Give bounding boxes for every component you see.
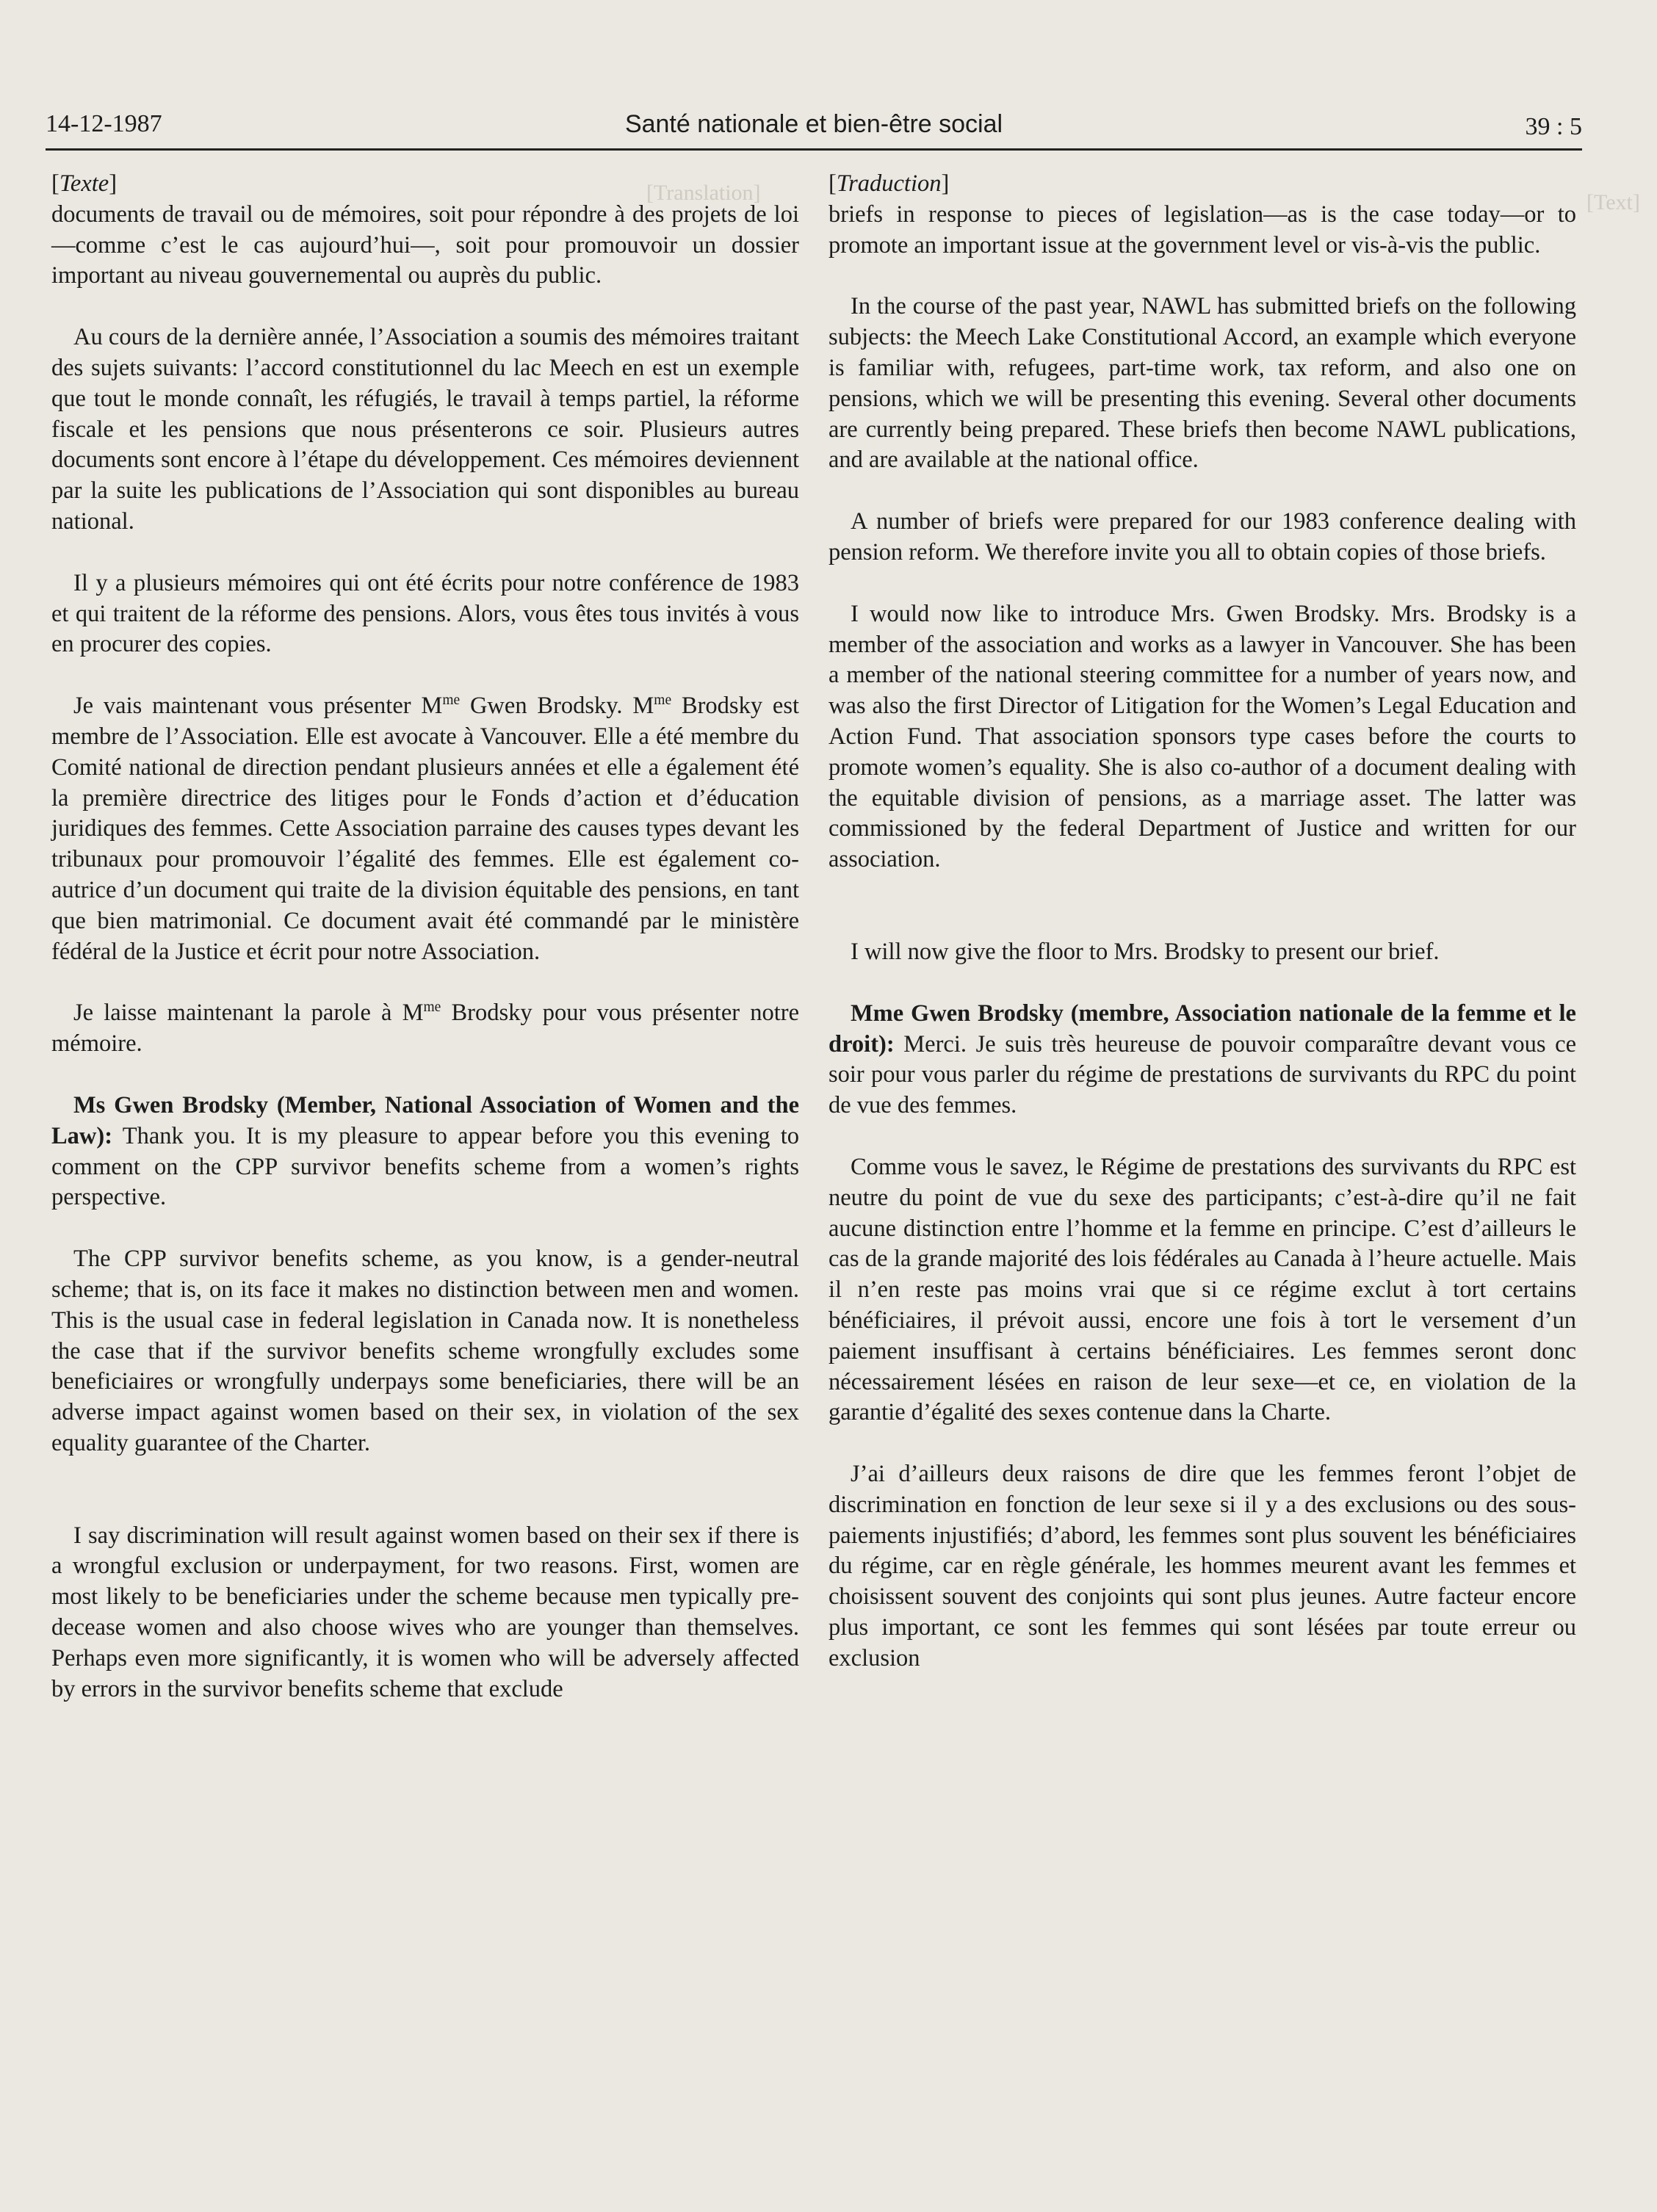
right-speaker: Mme Gwen Brodsky (membre, Association nationale de la femme et le droit): <box>828 1000 1576 1058</box>
header-page-number: 39 : 5 <box>1525 113 1582 140</box>
right-language-tag: [Traduction] <box>828 170 950 197</box>
page-header <box>46 110 1582 151</box>
left-paragraph-5: Je laisse maintenant la parole à $M^{me}$ Brodsky pour vous présenter notre mémoire. <box>51 1000 799 1058</box>
reverse-bleed-1: [Translation] <box>646 181 761 205</box>
right-column <box>828 169 1576 1674</box>
reverse-bleed-2: [Text] <box>1586 190 1640 214</box>
right-paragraph-6: Mme Gwen Brodsky (membre, Association nationale de la femme et le droit): Merci. Je suis très heureuse de pouvoir comparaître devant vous ce soir pour vous parler du régime de prestations de survivants du RPC du point de vue des femmes. <box>828 1000 1576 1119</box>
right-paragraph-3: A number of briefs were prepared for our 1983 conference dealing with pension reform. We therefore invite you all to obtain copies of those briefs. <box>828 508 1576 565</box>
left-paragraph-2: Au cours de la dernière année, l’Association a soumis des mémoires traitant des sujets suivants: l’accord constitutionnel du lac Meech en est un exemple que tout le monde connaît, les réfugiés, le travail à temps partiel, la réforme fiscale et les pensions que nous présenterons ce soir. Plusieurs autres documents sont encore à l’étape du développement. Ces mémoires deviennent par la suite les publications de l’Association qui sont disponibles au bureau national. <box>51 324 799 535</box>
left-paragraph-1: documents de travail ou de mémoires, soit pour répondre à des projets de loi—comme c’est le cas aujourd’hui—, soit pour promouvoir un dossier important au niveau gouvernemental ou auprès du public. <box>51 200 799 289</box>
right-paragraph-7: Comme vous le savez, le Régime de prestations des survivants du RPC est neutre du point de vue du sexe des participants; c’est-à-dire qu’il ne fait aucune distinction entre l’homme et la femme en principe. C’est d’ailleurs le cas de la grande majorité des lois fédérales au Canada à l’heure actuelle. Mais il n’en reste pas moins vrai que si ce régime exclut à tort certains bénéficiaires, il prévoit aussi, encore une fois à tort le versement d’un paiement insuffisant à certains bénéficiaires. Les femmes seront donc nécessairement lésées en raison de leur sexe—et ce, en violation de la garantie d’égalité des sexes contenue dans la Charte. <box>828 1153 1576 1426</box>
right-paragraph-4: I would now like to introduce Mrs. Gwen Brodsky. Mrs. Brodsky is a member of the association and works as a lawyer in Vancouver. She has been a member of the national steering committee for a number of years now, and was also the first Director of Litigation for the Women’s Legal Education and Action Fund. That association sponsors type cases before the courts to promote women’s equality. She is also co-author of a document dealing with the equitable division of pensions, as a marriage asset. The latter was commissioned by the federal Department of Justice and written for our association. <box>828 600 1576 873</box>
left-paragraph-7: The CPP survivor benefits scheme, as you know, is a gender-neutral scheme; that is, on its face it makes no distinction between men and women. This is the usual case in federal legislation in Canada now. It is nonetheless the case that if the survivor benefits scheme wrongfully excludes some beneficiaires or wrongfully underpays some beneficiaries, there will be an adverse impact against women based on their sex, in violation of the sex equality guarantee of the Charter. <box>51 1246 799 1456</box>
right-paragraph-8: J’ai d’ailleurs deux raisons de dire que les femmes feront l’objet de discrimination en fonction de leur sexe si il y a des exclusions ou des sous-paiements injustifiés; d’abord, les femmes sont plus souvent les bénéficiaires du régime, car en règle générale, les hommes meurent avant les femmes et choisissent souvent des conjoints qui sont plus jeunes. Autre facteur encore plus important, ce sont les femmes qui sont lésées par toute erreur ou exclusion <box>828 1461 1576 1671</box>
header-rule <box>46 148 1582 151</box>
right-paragraph-1: briefs in response to pieces of legislation—as is the case today—or to promote an important issue at the government level or vis-à-vis the public. <box>828 200 1576 259</box>
left-paragraph-6: Ms Gwen Brodsky (Member, National Association of Women and the Law): Thank you. It is my pleasure to appear before you this evening to comment on the CPP survivor benefits scheme from a women’s rights perspective. <box>51 1091 799 1211</box>
left-paragraph-4: Je vais maintenant vous présenter $M^{me}$ Gwen Brodsky. $M^{me}$ Brodsky est membre de l’Association. Elle est avocate à Vancouver. Elle a été membre du Comité national de direction pendant plusieurs années et elle a également été la première directrice des litiges pour le Fonds d’action et d’éducation juridiques des femmes. Cette Association parraine des causes types devant les tribunaux pour promouvoir l’égalité des femmes. Elle est également co-autrice d’un document qui traite de la division équitable des pensions, en tant que bien matrimonial. Ce document avait été commandé par le ministère fédéral de la Justice et écrit pour notre Association. <box>51 693 799 965</box>
right-paragraph-2: In the course of the past year, NAWL has submitted briefs on the following subjects: the Meech Lake Constitutional Accord, an example which everyone is familiar with, refugees, part-time work, tax reform, and also one on pensions, which we will be presenting this evening. Several other documents are currently being prepared. These briefs then become NAWL publications, and are available at the national office. <box>828 293 1576 474</box>
header-date: 14-12-1987 <box>46 110 162 137</box>
left-speaker: Ms Gwen Brodsky (Member, National Association of Women and the Law): <box>51 1091 799 1149</box>
header-title: Santé nationale et bien-être social <box>624 110 1003 138</box>
right-paragraph-5: I will now give the floor to Mrs. Brodsky to present our brief. <box>851 938 1440 965</box>
left-paragraph-8: I say discrimination will result against women based on their sex if there is a wrongful exclusion or underpayment, for two reasons. First, women are most likely to be beneficiaries under the scheme because men typically pre-decease women and also choose wives who are younger than themselves. Perhaps even more significantly, it is women who will be adversely affected by errors in the survivor benefits scheme that exclude <box>51 1522 799 1702</box>
left-paragraph-3: Il y a plusieurs mémoires qui ont été écrits pour notre conférence de 1983 et qui traitent de la réforme des pensions. Alors, vous êtes tous invités à vous en procurer des copies. <box>51 569 799 658</box>
left-column <box>51 169 799 1705</box>
left-language-tag: [Texte] <box>51 170 118 197</box>
